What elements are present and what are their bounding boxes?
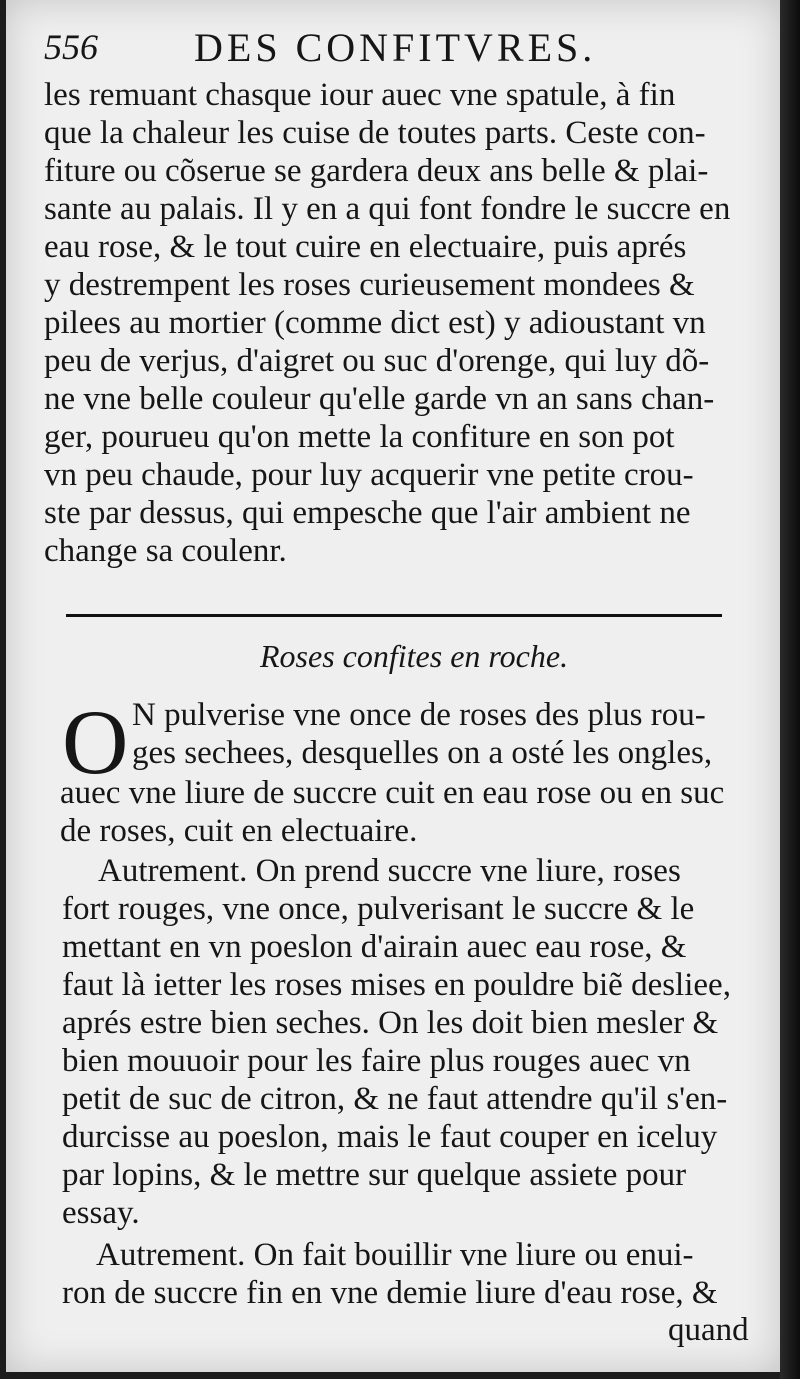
running-title: DES CONFITVRES. [194, 25, 597, 70]
text-line: par lopins, & le mettre sur quelque assiete pour [62, 1157, 687, 1193]
section-title: Roses confites en roche. [260, 638, 569, 674]
text-line: sante au palais. Il y en a qui font fondre le succre en [44, 191, 731, 227]
text-line: peu de verjus, d'aigret ou suc d'orenge, qui luy dõ- [44, 343, 710, 379]
drop-capital: O [62, 691, 129, 793]
text-line: aprés estre bien seches. On les doit bien mesler & [62, 1005, 719, 1041]
text-line: ne vne belle couleur qu'elle garde vn an sans chan- [44, 381, 715, 417]
text-line: que la chaleur les cuise de toutes parts. Ceste con- [44, 115, 706, 151]
text-line: ron de succre fin en vne demie liure d'eau rose, & [62, 1275, 718, 1311]
text-line: essay. [62, 1195, 140, 1231]
catchword: quand [668, 1312, 749, 1348]
page-number: 556 [44, 27, 98, 67]
text-line: auec vne liure de succre cuit en eau rose ou en suc [60, 775, 725, 811]
text-line: N pulverise vne once de roses des plus rou- [132, 697, 706, 733]
text-line: bien mouuoir pour les faire plus rouges auec vn [62, 1043, 691, 1079]
book-page [6, 0, 780, 1372]
text-line: fort rouges, vne once, pulverisant le succre & le [62, 891, 695, 927]
section-divider [66, 614, 722, 617]
text-line: fiture ou cõserue se gardera deux ans belle & plai- [44, 153, 709, 189]
text-line: vn peu chaude, pour luy acquerir vne petite crou- [44, 457, 694, 493]
text-line: ger, pourueu qu'on mette la confiture en son pot [44, 419, 675, 455]
text-line: les remuant chasque iour auec vne spatule, à fin [44, 77, 676, 113]
text-line: y destrempent les roses curieusement mondees & [44, 267, 695, 303]
text-line: Autrement. On prend succre vne liure, roses [98, 853, 681, 889]
text-line: change sa coulenr. [44, 533, 287, 569]
text-line: faut là ietter les roses mises en pouldre biẽ desliee, [62, 967, 731, 1003]
text-line: pilees au mortier (comme dict est) y adioustant vn [44, 305, 706, 341]
text-line: mettant en vn poeslon d'airain auec eau rose, & [62, 929, 687, 965]
text-line: ste par dessus, qui empesche que l'air ambient ne [44, 495, 691, 531]
book-edge-shadow [780, 0, 800, 1379]
text-line: de roses, cuit en electuaire. [60, 813, 418, 849]
text-line: petit de suc de citron, & ne faut attendre qu'il s'en- [62, 1081, 728, 1117]
text-line: durcisse au poeslon, mais le faut couper en iceluy [62, 1119, 718, 1155]
text-line: ges sechees, desquelles on a osté les ongles, [132, 735, 713, 771]
text-line: Autrement. On fait bouillir vne liure ou enui- [96, 1237, 694, 1273]
page-header [44, 24, 734, 74]
text-line: eau rose, & le tout cuire en electuaire, puis aprés [44, 229, 687, 265]
